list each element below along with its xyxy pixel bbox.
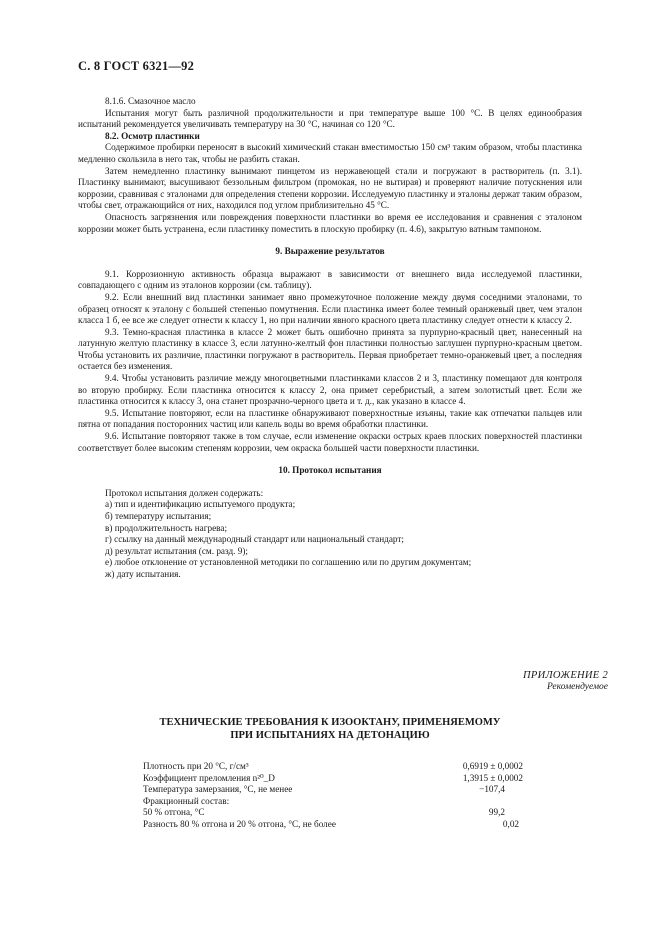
protocol-list-item: в) продолжительность нагрева;: [105, 522, 227, 533]
spec-row: [143, 761, 523, 773]
spec-label: Фракционный состав:: [143, 795, 230, 806]
spec-value: 99,2: [488, 807, 505, 818]
section-8-1-6-text: Испытания могут быть различной продолжительности и при температуре выше 100 °С. В целях единообразия испытаний рекомендуется увеличивать температуру на 30 °С, начиная со 120 °С.: [78, 107, 582, 130]
protocol-list-item: б) температуру испытания;: [105, 511, 212, 521]
spec-label: Плотность при 20 °С, г/см³: [143, 761, 249, 771]
spec-label: 50 % отгона, °С: [143, 807, 205, 818]
protocol-list-item: д) результат испытания (см. разд. 9);: [105, 545, 248, 556]
appendix-sublabel: Рекомендуемое: [546, 681, 608, 692]
appendix-title-line: ТЕХНИЧЕСКИЕ ТРЕБОВАНИЯ К ИЗООКТАНУ, ПРИМЕНЯЕМОМУ: [159, 717, 501, 728]
appendix-title: [78, 716, 582, 742]
section-9-paragraph: 9.3. Темно-красная пластинка в классе 2 может быть ошибочно принята за пурпурно-красный цвет, нанесенный на латунную желтую пластинку в классе 3, если латунно-желтый фон пластинки полностью заглушен пурпурно-красным цветом. Чтобы установить их различие, пластинки погружают в растворитель. Первая приобретает темно-оранжевый цвет, а последняя остается без изменения.: [78, 326, 582, 372]
spec-row: [143, 819, 523, 831]
section-8-2-paragraph: Затем немедленно пластинку вынимают пинцетом из нержавеющей стали и погружают в растворитель (п. 3.1). Пластинку вынимают, высушивают беззольным фильтром (промокая, но не вытирая) и проверяют наличие потускнения или коррозии, сравнивая с эталонами для определения степени коррозии. Исследуемую пластинку и эталоны держат таким образом, чтобы свет, отражающийся от них, находился под углом приблизительно 45 °С.: [78, 165, 582, 211]
section-9-paragraph: 9.6. Испытание повторяют также в том случае, если изменение окраски острых краев плоских поверхностей пластинки соответствует более высоким степеням коррозии, чем окраска большей части поверхности пластинки.: [78, 431, 582, 453]
section-9-paragraph: 9.1. Коррозионную активность образца выражают в зависимости от внешнего вида исследуемой пластинки, совпадающего с одним из эталонов коррозии (см. таблицу).: [78, 268, 582, 291]
section-9-paragraph: 9.5. Испытание повторяют, если на пластинке обнаруживают поверхностные изъяны, такие как отпечатки пальцев или пятна от попадания посторонних частиц или капель воды во время обработки пластинки.: [78, 407, 582, 430]
spec-label: Температура замерзания, °С, не менее: [143, 784, 293, 795]
spec-row: [143, 796, 523, 808]
spec-table: [143, 761, 523, 831]
section-9-title: 9. Выражение результатов: [275, 246, 385, 257]
section-9-paragraph: 9.4. Чтобы установить различие между многоцветными пластинками классов 2 и 3, пластинку помещают для контроля во вторую пробирку. Если пластинка относится к классу 2, она примет серебристый, а затем золотистый цвет. Если же пластинка относится к классу 3, она станет прозрачно-черного цвета и т. д., как указано в классе 4.: [78, 373, 582, 407]
protocol-list-item: а) тип и идентификацию испытуемого продукта;: [105, 499, 296, 510]
section-9-paragraph: 9.2. Если внешний вид пластинки занимает явно промежуточное положение между двумя соседними эталонами, то образец относят к эталону с большей степенью помутнения. Если пластинка имеет более темный оранжевый цвет, чем эталон класса 1 б, ее все же следует отнести к классу 1, но при наличии явного красного цвета пластинку следует отнести к классу 2.: [78, 291, 582, 326]
spec-label: Разность 80 % отгона и 20 % отгона, °С, не более: [143, 818, 336, 829]
section-8-2-paragraph: Содержимое пробирки переносят в высокий химический стакан вместимостью 150 см³ таким образом, чтобы пластинка медленно скользила в него так, чтобы не разбить стакан.: [78, 142, 582, 164]
spec-row: [143, 773, 523, 785]
spec-label: Коэффициент преломления n²⁰_D: [143, 772, 275, 783]
spec-value: −107,4: [479, 784, 505, 795]
section-10-title: 10. Протокол испытания: [278, 465, 382, 476]
protocol-list-item: ж) дату испытания.: [105, 568, 181, 579]
appendix-label-block: [523, 670, 608, 693]
appendix-title-line: ПРИ ИСПЫТАНИЯХ НА ДЕТОНАЦИЮ: [230, 730, 430, 741]
appendix-label: ПРИЛОЖЕНИЕ 2: [523, 670, 608, 681]
page-header: С. 8 ГОСТ 6321—92: [78, 59, 195, 73]
section-8-1-6-heading: 8.1.6. Смазочное масло: [105, 96, 196, 106]
section-8-2-paragraph: Опасность загрязнения или повреждения поверхности пластинки во время ее исследования и сравнения с эталоном коррозии может быть устранена, если пластинку поместить в плоскую пробирку (п. 4.6), закрытую ватным тампоном.: [78, 211, 582, 234]
spec-row: [143, 784, 523, 796]
protocol-list-item: г) ссылку на данный международный стандарт или национальный стандарт;: [105, 534, 404, 545]
section-10-intro: Протокол испытания должен содержать:: [105, 487, 264, 498]
section-8-2-heading: 8.2. Осмотр пластинки: [105, 130, 200, 141]
spec-row: [143, 807, 523, 819]
body-text: [78, 96, 582, 581]
spec-value: 0,02: [502, 818, 519, 829]
protocol-list-item: е) любое отклонение от установленной методики по соглашению или по другим документам;: [105, 557, 472, 568]
spec-value: 0,6919 ± 0,0002: [462, 761, 523, 771]
spec-value: 1,3915 ± 0,0002: [462, 772, 523, 783]
